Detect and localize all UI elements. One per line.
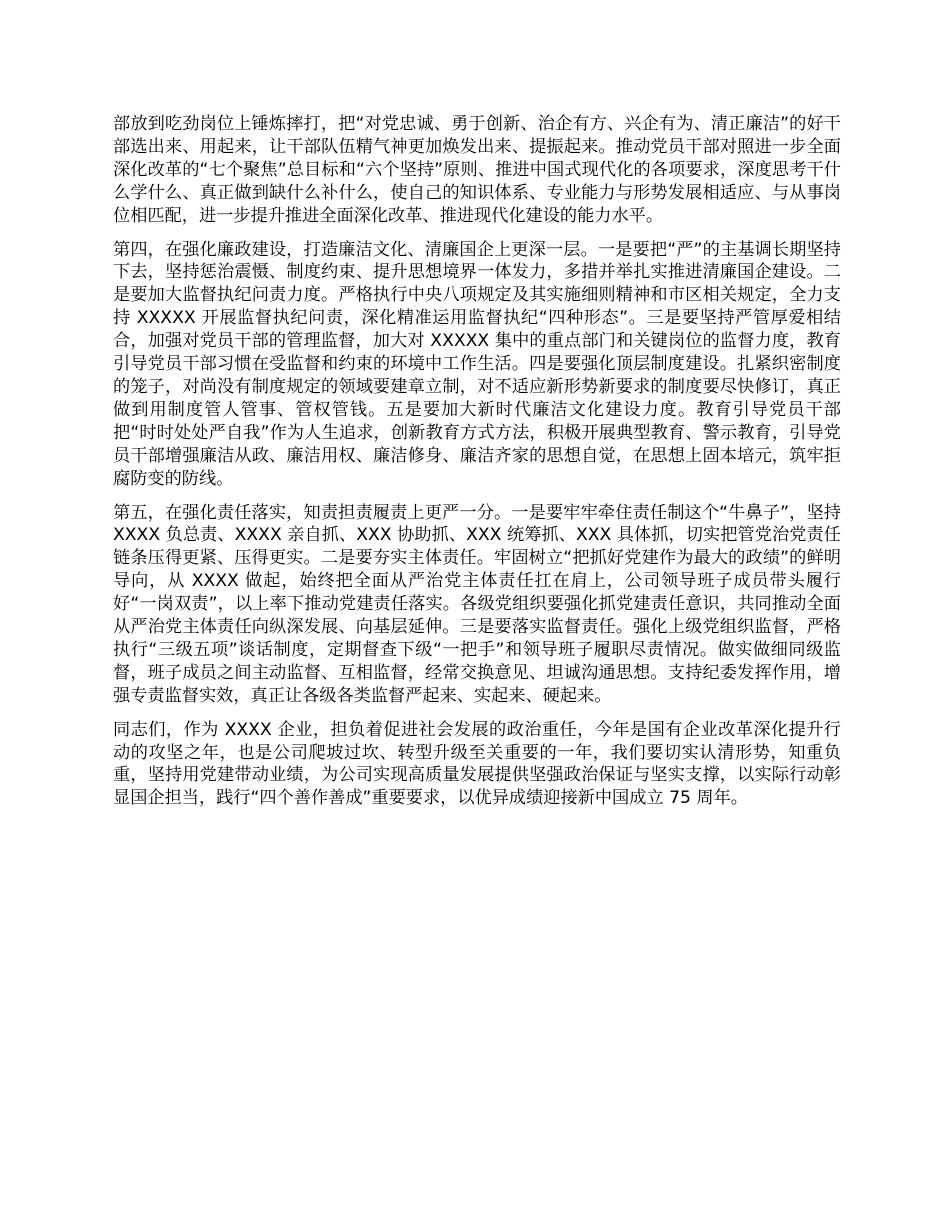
paragraph-fifth-responsibility: 第五，在强化责任落实，知责担责履责上更严一分。一是要牢牢牵住责任制这个“牛鼻子”，坚持 XXXX 负总责、XXXX 亲自抓、XXX 协助抓、XXX 统筹抓、XXX 具体抓，切实把管党治党责任链条压得更紧、压得更实。二是要夯实主体责任。牢固树立“把抓好党建作为最大的政绩”的鲜明导向，从 XXXX 做起，始终把全面从严治党主体责任扛在肩上，公司领导班子成员带头履行好“一岗双责”，以上率下推动党建责任落实。各级党组织要强化抓党建责任意识，共同推动全面从严治党主体责任向纵深发展、向基层延伸。三是要落实监督责任。强化上级党组织监督，严格执行“三级五项”谈话制度，定期督查下级“一把手”和领导班子履职尽责情况。做实做细同级监督，班子成员之间主动监督、互相监督，经常交换意见、坦诚沟通思想。支持纪委发挥作用，增强专责监督实效，真正让各级各类监督严起来、实起来、硬起来。: [113, 502, 841, 706]
document-body: [113, 113, 841, 821]
paragraph-fourth-integrity: 第四，在强化廉政建设，打造廉洁文化、清廉国企上更深一层。一是要把“严”的主基调长期坚持下去，坚持惩治震慑、制度约束、提升思想境界一体发力，多措并举扎实推进清廉国企建设。二是要加大监督执纪问责力度。严格执行中央八项规定及其实施细则精神和市区相关规定，全力支持 XXXXX 开展监督执纪问责，深化精准运用监督执纪“四种形态”。三是要坚持严管厚爱相结合，加强对党员干部的管理监督，加大对 XXXXX 集中的重点部门和关键岗位的监督力度，教育引导党员干部习惯在受监督和约束的环境中工作生活。四是要强化顶层制度建设。扎紧织密制度的笼子，对尚没有制度规定的领域要建章立制，对不适应新形势新要求的制度要尽快修订，真正做到用制度管人管事、管权管钱。五是要加大新时代廉洁文化建设力度。教育引导党员干部把“时时处处严自我”作为人生追求，创新教育方式方法，积极开展典型教育、警示教育，引导党员干部增强廉洁从政、廉洁用权、廉洁修身、廉洁齐家的思想自觉，在思想上固本培元，筑牢拒腐防变的防线。: [113, 239, 841, 489]
paragraph-closing: 同志们，作为 XXXX 企业，担负着促进社会发展的政治重任，今年是国有企业改革深化提升行动的攻坚之年，也是公司爬坡过坎、转型升级至关重要的一年，我们要切实认清形势，知重负重，坚持用党建带动业绩，为公司实现高质量发展提供坚强政治保证与坚实支撑，以实际行动彰显国企担当，践行“四个善作善成”重要要求，以优异成绩迎接新中国成立 75 周年。: [113, 719, 841, 809]
paragraph-cadre-development: 部放到吃劲岗位上锤炼摔打，把“对党忠诚、勇于创新、治企有方、兴企有为、清正廉洁”的好干部选出来、用起来，让干部队伍精气神更加焕发出来、提振起来。推动党员干部对照进一步全面深化改革的“七个聚焦”总目标和“六个坚持”原则、推进中国式现代化的各项要求，深度思考干什么学什么、真正做到缺什么补什么，使自己的知识体系、专业能力与形势发展相适应、与从事岗位相匹配，进一步提升推进全面深化改革、推进现代化建设的能力水平。: [113, 114, 841, 226]
